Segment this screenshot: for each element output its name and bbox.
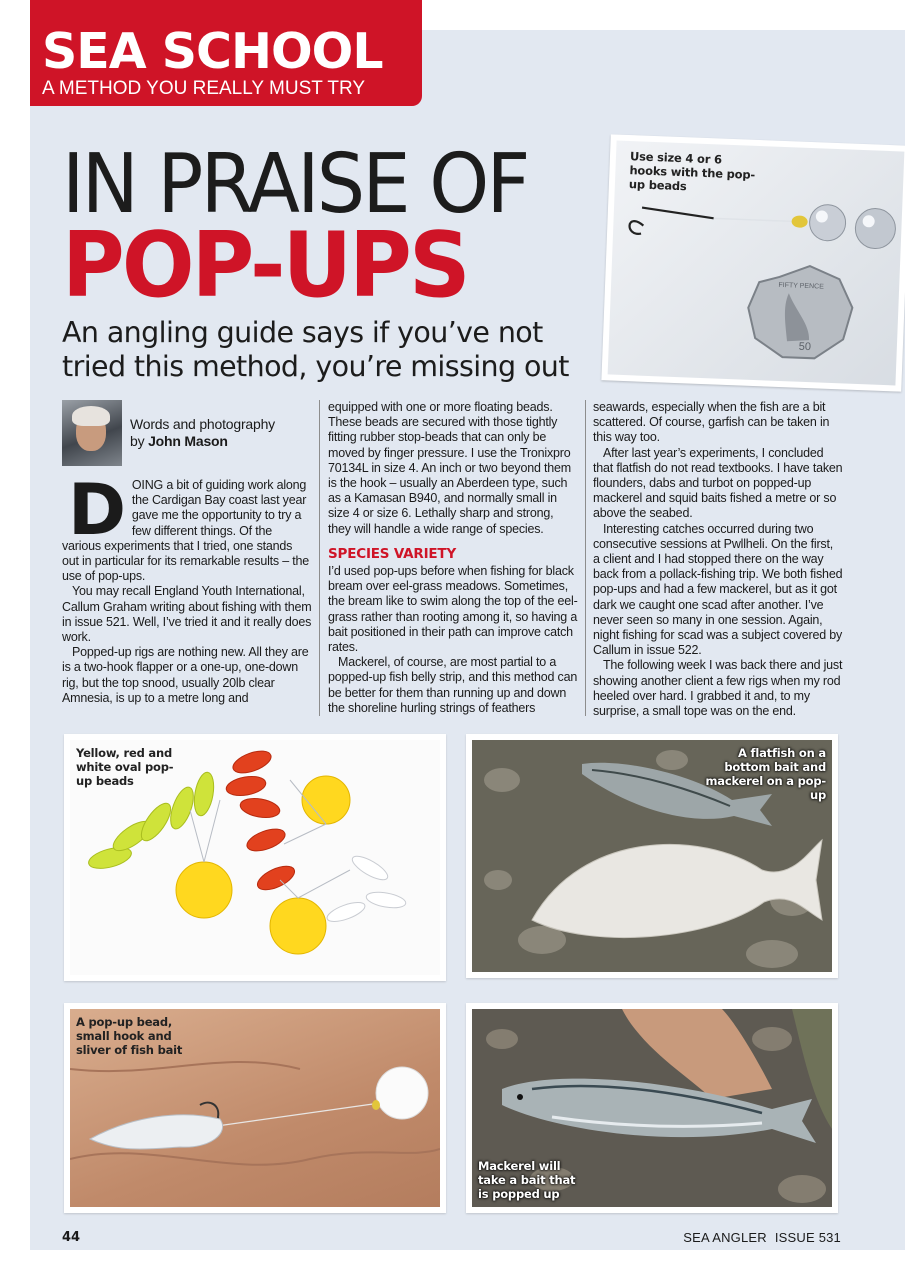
coin-legend: FIFTY PENCE bbox=[778, 281, 824, 291]
paragraph-8: After last year’s experiments, I concluded that flatfish do not read textbooks. I have taken flounders, dabs and turbot on popped-up mackerel and squid baits fished a metre or so above the seabed. bbox=[593, 445, 843, 521]
photo-hooks-and-coin bbox=[601, 134, 905, 391]
byline-text bbox=[130, 400, 275, 466]
page-footer bbox=[675, 1230, 841, 1245]
headline-line-1: IN PRAISE OF bbox=[62, 137, 528, 232]
paragraph-10: The following week I was back there and just showing another client a few rigs when my rod heeled over hard. I grabbed it and, to my surprise, a small tope was on the end. bbox=[593, 658, 843, 719]
paragraph-7: seawards, especially when the fish are a bit scattered. Of course, garfish can be taken in this way too. bbox=[593, 400, 830, 445]
standfirst: An angling guide says if you’ve not tried this method, you’re missing out bbox=[62, 316, 569, 383]
beads-illustration bbox=[70, 740, 440, 975]
byline-by: by bbox=[130, 433, 145, 449]
paragraph-5: I’d used pop-ups before when fishing for black bream over eel-grass meadows. Sometimes, the bream like to swim along the top of the eel-grass rather than rooting among it, so having a bait positioned in their path can improve catch rates. bbox=[328, 564, 578, 655]
paragraph-6: Mackerel, of course, are most partial to a popped-up fish belly strip, and this method can be better for them than running up and down the shoreline hurling strings of feathers bbox=[328, 655, 578, 715]
column-rule-1 bbox=[319, 400, 320, 716]
section-subtitle: A METHOD YOU REALLY MUST TRY bbox=[42, 78, 366, 99]
article-column-2 bbox=[328, 400, 578, 716]
paragraph-3: Popped-up rigs are nothing new. All they are is a two-hook flapper or a one-up, one-down rig, but the top snood, usually 20lb clear Amnesia, is up to a metre long and bbox=[62, 645, 309, 705]
photo-flatfish-mackerel bbox=[466, 734, 838, 978]
subhead-species-variety: SPECIES VARIETY bbox=[328, 545, 457, 562]
page-number: 44 bbox=[62, 1230, 81, 1245]
caption-flatfish: A flatfish on a bottom bait and mackerel on a pop-up bbox=[705, 746, 826, 802]
paragraph-4: equipped with one or more floating beads. These beads are secured with those tightly fitting rubber stop-beads that can only be moved by finger pressure. I use the Tronixpro 70134L in size 4. An inch or two beyond them is the hook – usually an Aberdeen type, such as a Kamasan B940, and normally small in size 4 or size 6. Lethally sharp and strong, they will handle a wide range of species. bbox=[328, 400, 571, 536]
article-column-3 bbox=[593, 400, 843, 719]
section-badge bbox=[30, 0, 422, 106]
coin-value: 50 bbox=[798, 340, 812, 354]
section-title: SEA SCHOOL bbox=[42, 23, 383, 80]
caption-mackerel: Mackerel will take a bait that is popped up bbox=[478, 1159, 576, 1201]
photo-pop-up-beads bbox=[64, 734, 446, 981]
photo-bead-hook-bait bbox=[64, 1003, 446, 1213]
footer-issue: ISSUE 531 bbox=[774, 1230, 841, 1245]
paragraph-9: Interesting catches occurred during two consecutive sessions at Pwllheli. On the first, a client and I had stopped there on the way back from a pollack-fishing trip. We both fished pop-ups and had a few mackerel, but as it got dark we caught one scad after another. I’ve never seen so many in one session. Again, night fishing for scad was a subject covered by Callum in issue 522. bbox=[593, 521, 843, 658]
byline-author: John Mason bbox=[148, 433, 228, 449]
byline bbox=[62, 400, 312, 466]
caption-hooks: Use size 4 or 6 hooks with the pop-up beads bbox=[628, 149, 756, 194]
headline-line-2: POP-UPS bbox=[62, 213, 468, 318]
byline-prefix: Words and photography bbox=[130, 416, 275, 432]
paragraph-1-text: OING a bit of guiding work along the Cardigan Bay coast last year gave me the opportunity to try a few different things. Of the various experiments that I tried, one stands out in particular for its remarkable results – the use of pop-ups. bbox=[62, 478, 310, 584]
paragraph-2: You may recall England Youth International, Callum Graham writing about fishing with them in issue 521. Well, I’ve tried it and it really does work. bbox=[62, 584, 312, 645]
top-margin bbox=[420, 0, 905, 30]
column-rule-2 bbox=[585, 400, 586, 716]
photo-mackerel bbox=[466, 1003, 838, 1213]
caption-bead-hook: A pop-up bead, small hook and sliver of fish bait bbox=[76, 1015, 183, 1057]
paragraph-1 bbox=[62, 469, 312, 584]
footer-magazine: SEA ANGLER bbox=[683, 1230, 767, 1245]
caption-beads: Yellow, red and white oval pop-up beads bbox=[76, 746, 174, 788]
article-column-1 bbox=[62, 400, 312, 706]
hook-coin-illustration bbox=[608, 141, 905, 386]
drop-cap: D bbox=[68, 469, 126, 551]
author-photo bbox=[62, 400, 122, 466]
